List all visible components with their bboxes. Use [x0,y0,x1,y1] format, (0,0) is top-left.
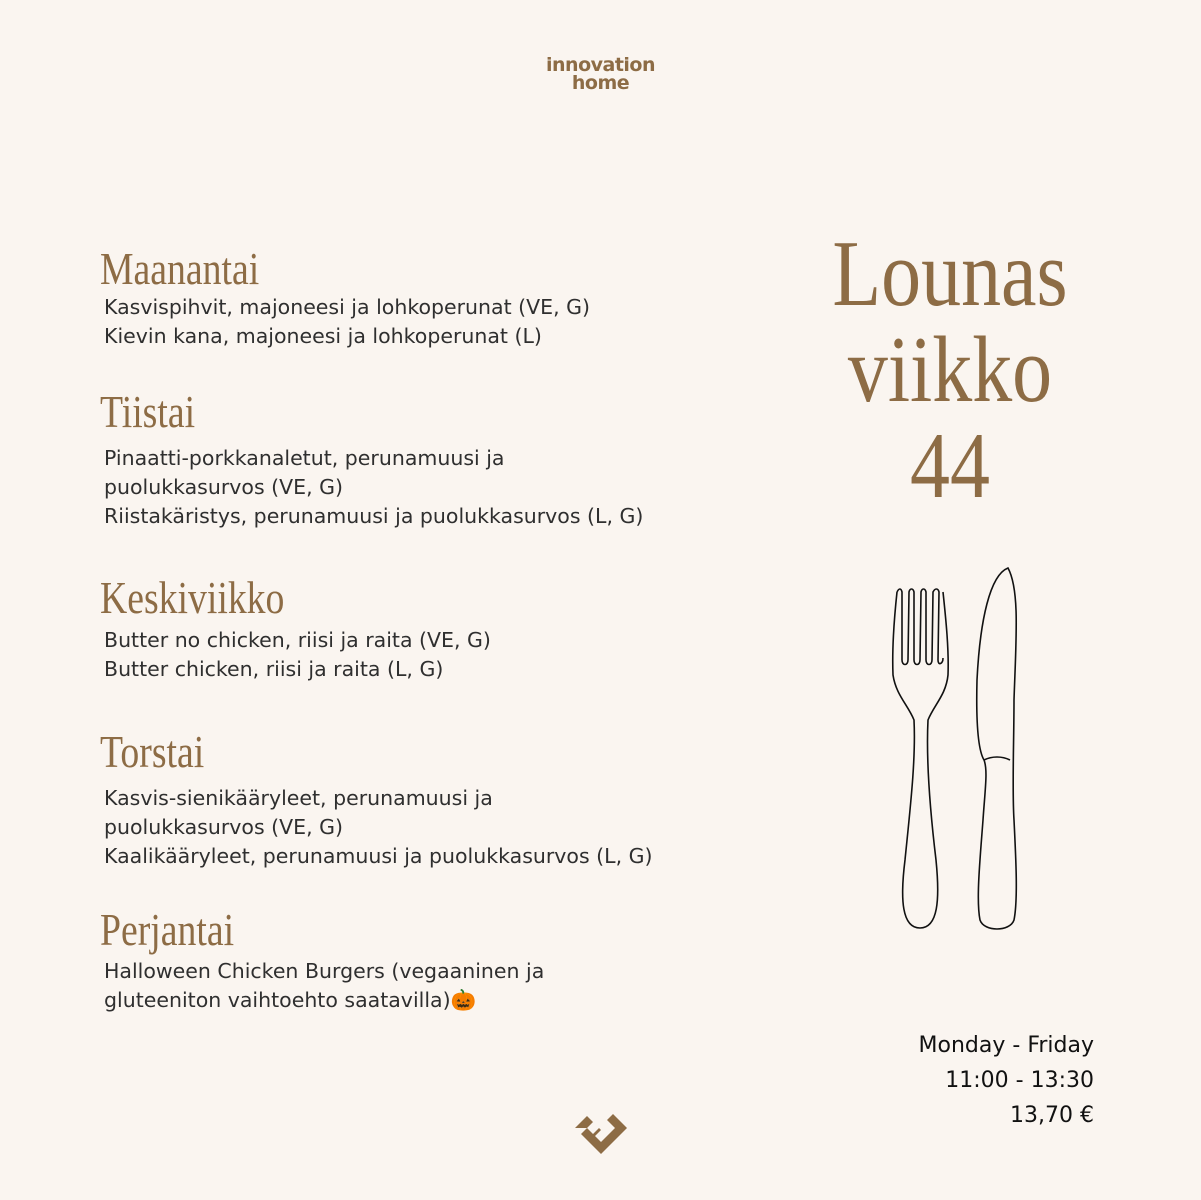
price: 13,70 € [1010,1103,1094,1128]
menu-item: puolukkasurvos (VE, G) [104,815,344,839]
day-heading: Perjantai [100,904,235,955]
fork-and-knife-icon [880,560,1040,940]
menu-item: puolukkasurvos (VE, G) [104,475,344,499]
day-heading: Keskiviikko [100,572,285,623]
menu-item: Butter no chicken, riisi ja raita (VE, G) [104,628,491,652]
day-heading: Maanantai [100,243,260,294]
brand-mark-icon [573,1108,629,1156]
opening-days: Monday - Friday [918,1033,1094,1058]
service-info [919,1028,1094,1133]
innovation-home-logo: innovation home [546,54,655,94]
knife-icon [977,568,1017,929]
fork-icon [893,589,948,928]
day-thursday [100,727,653,871]
menu-item: Pinaatti-porkkanaletut, perunamuusi ja [104,446,505,470]
menu-item: gluteeniton vaihtoehto saatavilla)🎃 [104,988,477,1012]
menu-item: Halloween Chicken Burgers (vegaaninen ja [104,959,545,983]
day-wednesday [100,573,491,684]
page-title: Lounas viikko 44 [832,222,1068,518]
menu-item: Kaalikääryleet, perunamuusi ja puolukkasurvos (L, G) [104,844,653,868]
day-monday [100,244,590,351]
menu-item: Butter chicken, riisi ja raita (L, G) [104,657,444,681]
menu-item: Kievin kana, majoneesi ja lohkoperunat (L) [104,324,542,348]
day-heading: Torstai [100,726,205,777]
day-heading: Tiistai [100,386,196,437]
menu-item: Riistakäristys, perunamuusi ja puolukkasurvos (L, G) [104,504,644,528]
opening-hours: 11:00 - 13:30 [945,1068,1094,1093]
menu-item: Kasvis-sienikääryleet, perunamuusi ja [104,786,493,810]
day-friday [100,905,544,1015]
menu-item: Kasvispihvit, majoneesi ja lohkoperunat (VE, G) [104,295,591,319]
day-tuesday [100,387,643,531]
